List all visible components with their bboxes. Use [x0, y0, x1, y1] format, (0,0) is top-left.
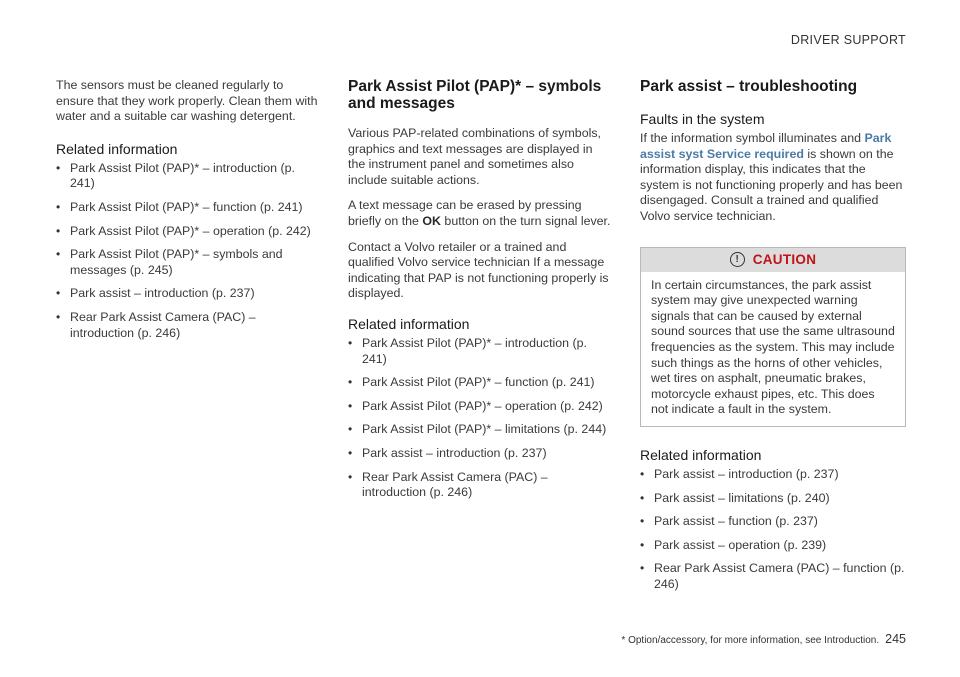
- related-list: [640, 467, 906, 593]
- related-link[interactable]: • Rear Park Assist Camera (PAC) – introduction (p. 246): [56, 309, 256, 340]
- related-link[interactable]: • Park Assist Pilot (PAP)* – operation (p. 242): [348, 398, 603, 413]
- bullet-icon: •: [348, 422, 353, 437]
- faults-heading: Faults in the system: [640, 111, 765, 127]
- related-link[interactable]: • Rear Park Assist Camera (PAC) – introduction (p. 246): [348, 469, 548, 500]
- section-title: Park Assist Pilot (PAP)* – symbols and messages: [348, 78, 602, 112]
- related-link[interactable]: • Park Assist Pilot (PAP)* – introduction (p. 241): [348, 335, 587, 366]
- related-link[interactable]: • Rear Park Assist Camera (PAC) – function (p. 246): [640, 561, 905, 591]
- bullet-icon: •: [640, 514, 645, 529]
- related-link[interactable]: • Park Assist Pilot (PAP)* – limitations (p. 244): [348, 422, 607, 437]
- symbols-paragraph: Various PAP-related combinations of symbols, graphics and text messages are displayed in the instrument panel and sometimes also include suitable actions.: [348, 126, 601, 187]
- related-link[interactable]: • Park Assist Pilot (PAP)* – introduction (p. 241): [56, 160, 295, 191]
- warning-icon: !: [730, 252, 745, 267]
- caution-title: CAUTION: [752, 252, 817, 268]
- caution-body: [641, 272, 905, 426]
- cleaning-paragraph: The sensors must be cleaned regularly to ensure that they work properly. Clean them with water and a suitable car washing detergent.: [56, 78, 318, 124]
- column-3: [640, 78, 906, 600]
- related-link[interactable]: • Park assist – introduction (p. 237): [640, 466, 839, 481]
- section-title: Park assist – troubleshooting: [640, 78, 858, 95]
- related-link[interactable]: • Park Assist Pilot (PAP)* – symbols and messages (p. 245): [56, 247, 283, 277]
- related-heading: Related information: [348, 315, 470, 332]
- related-link[interactable]: • Park assist – limitations (p. 240): [640, 490, 830, 505]
- bullet-icon: •: [56, 247, 61, 262]
- bullet-icon: •: [348, 469, 353, 484]
- related-heading: Related information: [56, 140, 178, 157]
- bullet-icon: •: [348, 335, 353, 350]
- related-link[interactable]: • Park Assist Pilot (PAP)* – function (p. 241): [348, 375, 595, 390]
- related-link[interactable]: • Park assist – introduction (p. 237): [348, 445, 547, 460]
- related-list: [348, 336, 613, 501]
- display-message: Park assist syst Service required: [640, 131, 892, 161]
- erase-paragraph: A text message can be erased by pressing briefly on the OK button on the turn signal lever.: [348, 198, 611, 228]
- related-link[interactable]: • Park assist – operation (p. 239): [640, 537, 827, 552]
- related-link[interactable]: • Park assist – function (p. 237): [640, 514, 818, 529]
- related-link[interactable]: • Park Assist Pilot (PAP)* – operation (p. 242): [56, 223, 311, 238]
- column-1: [56, 78, 318, 349]
- caution-header: [641, 248, 905, 272]
- bullet-icon: •: [640, 561, 645, 576]
- bullet-icon: •: [56, 160, 61, 175]
- section-header: DRIVER SUPPORT: [790, 33, 906, 47]
- bullet-icon: •: [56, 286, 61, 301]
- caution-box: [640, 247, 906, 427]
- bullet-icon: •: [56, 223, 61, 238]
- related-heading: Related information: [640, 446, 762, 463]
- related-list: [56, 161, 318, 341]
- faults-paragraph: If the information symbol illuminates and Park assist syst Service required is shown on the information display, this indicates that the system is not functioning properly and has been disengaged. Consult a trained and qualified Volvo service technician.: [640, 131, 903, 223]
- page-footer: [621, 632, 906, 646]
- ok-button-label: OK: [422, 213, 441, 228]
- related-link[interactable]: • Park assist – introduction (p. 237): [56, 286, 255, 301]
- bullet-icon: •: [348, 375, 353, 390]
- page-number: 245: [885, 632, 906, 646]
- bullet-icon: •: [348, 445, 353, 460]
- caution-text: In certain circumstances, the park assist system may give unexpected warning signals that can be caused by external sound sources that use the same ultrasound frequencies as the system. This may include such things as the horns of other vehicles, wet tires on asphalt, pneumatic brakes, motorcycle exhaust pipes, etc. This does not indicate a fault in the system.: [651, 277, 895, 417]
- bullet-icon: •: [56, 199, 61, 214]
- bullet-icon: •: [348, 398, 353, 413]
- bullet-icon: •: [56, 309, 61, 324]
- column-2: [348, 78, 613, 509]
- bullet-icon: •: [640, 490, 645, 505]
- footnote: * Option/accessory, for more information, see Introduction.: [621, 635, 880, 646]
- bullet-icon: •: [640, 537, 645, 552]
- contact-paragraph: Contact a Volvo retailer or a trained and qualified Volvo service technician If a message indicating that PAP is not functioning properly is displayed.: [348, 239, 609, 301]
- related-link[interactable]: • Park Assist Pilot (PAP)* – function (p. 241): [56, 199, 303, 214]
- bullet-icon: •: [640, 466, 645, 481]
